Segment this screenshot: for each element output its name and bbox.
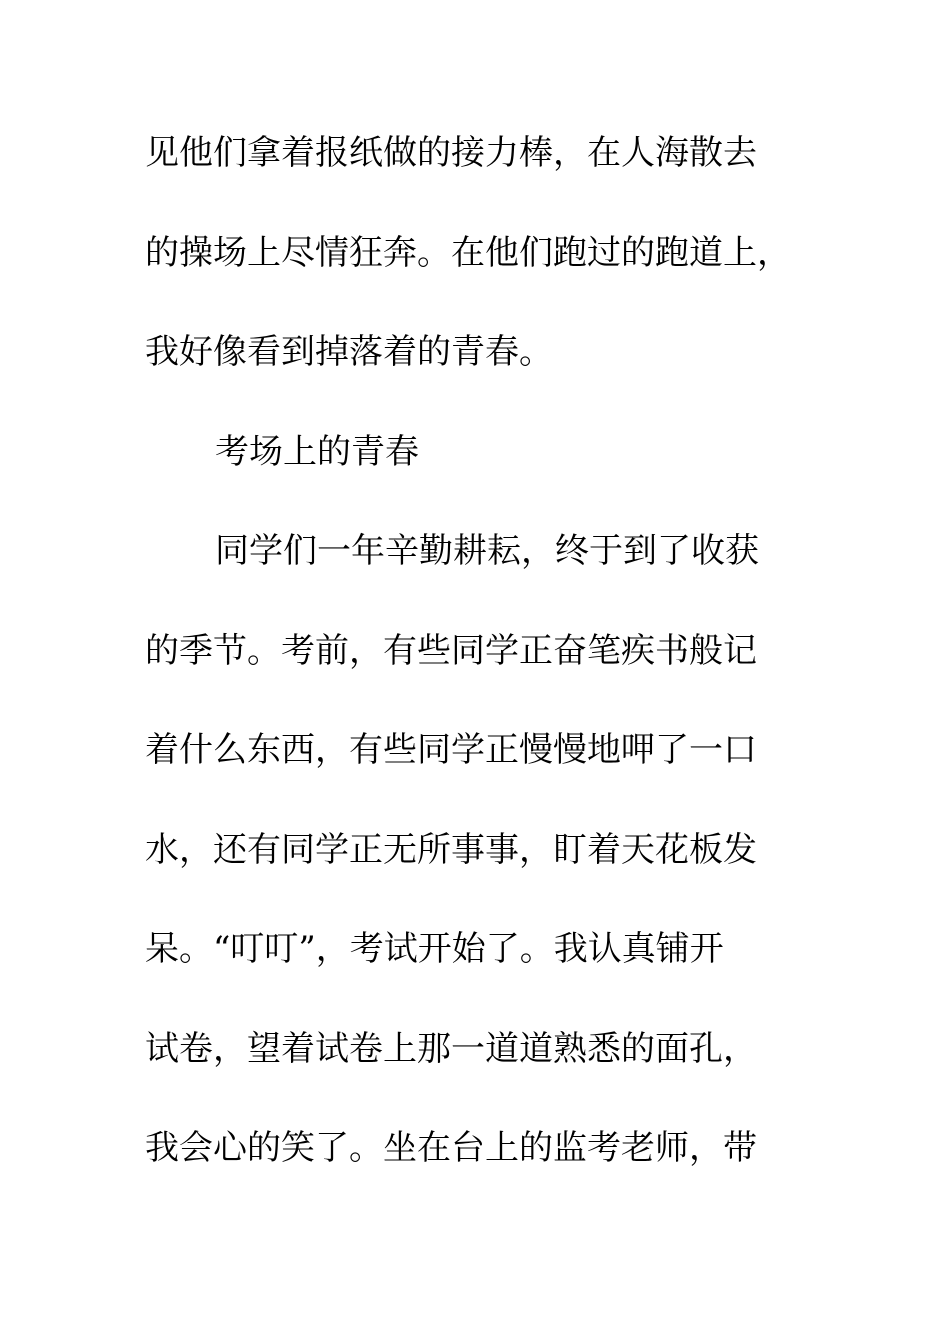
text-line: 我好像看到掉落着的青春。 [145, 332, 553, 372]
text-line: 的季节。考前，有些同学正奋笔疾书般记 [145, 631, 757, 671]
text-line: 同学们一年辛勤耕耘，终于到了收获 [215, 531, 759, 571]
text-line: 的操场上尽情狂奔。在他们跑过的跑道上， [145, 233, 791, 273]
text-line: 水，还有同学正无所事事，盯着天花板发 [145, 830, 757, 870]
text-line: 着什么东西，有些同学正慢慢地呷了一口 [145, 730, 757, 770]
section-heading: 考场上的青春 [215, 432, 419, 472]
text-line: 呆。“叮叮”，考试开始了。我认真铺开 [145, 929, 724, 969]
text-line: 我会心的笑了。坐在台上的监考老师，带 [145, 1128, 757, 1168]
text-line: 见他们拿着报纸做的接力棒，在人海散去 [145, 133, 757, 173]
text-line: 试卷，望着试卷上那一道道熟悉的面孔， [145, 1029, 757, 1069]
